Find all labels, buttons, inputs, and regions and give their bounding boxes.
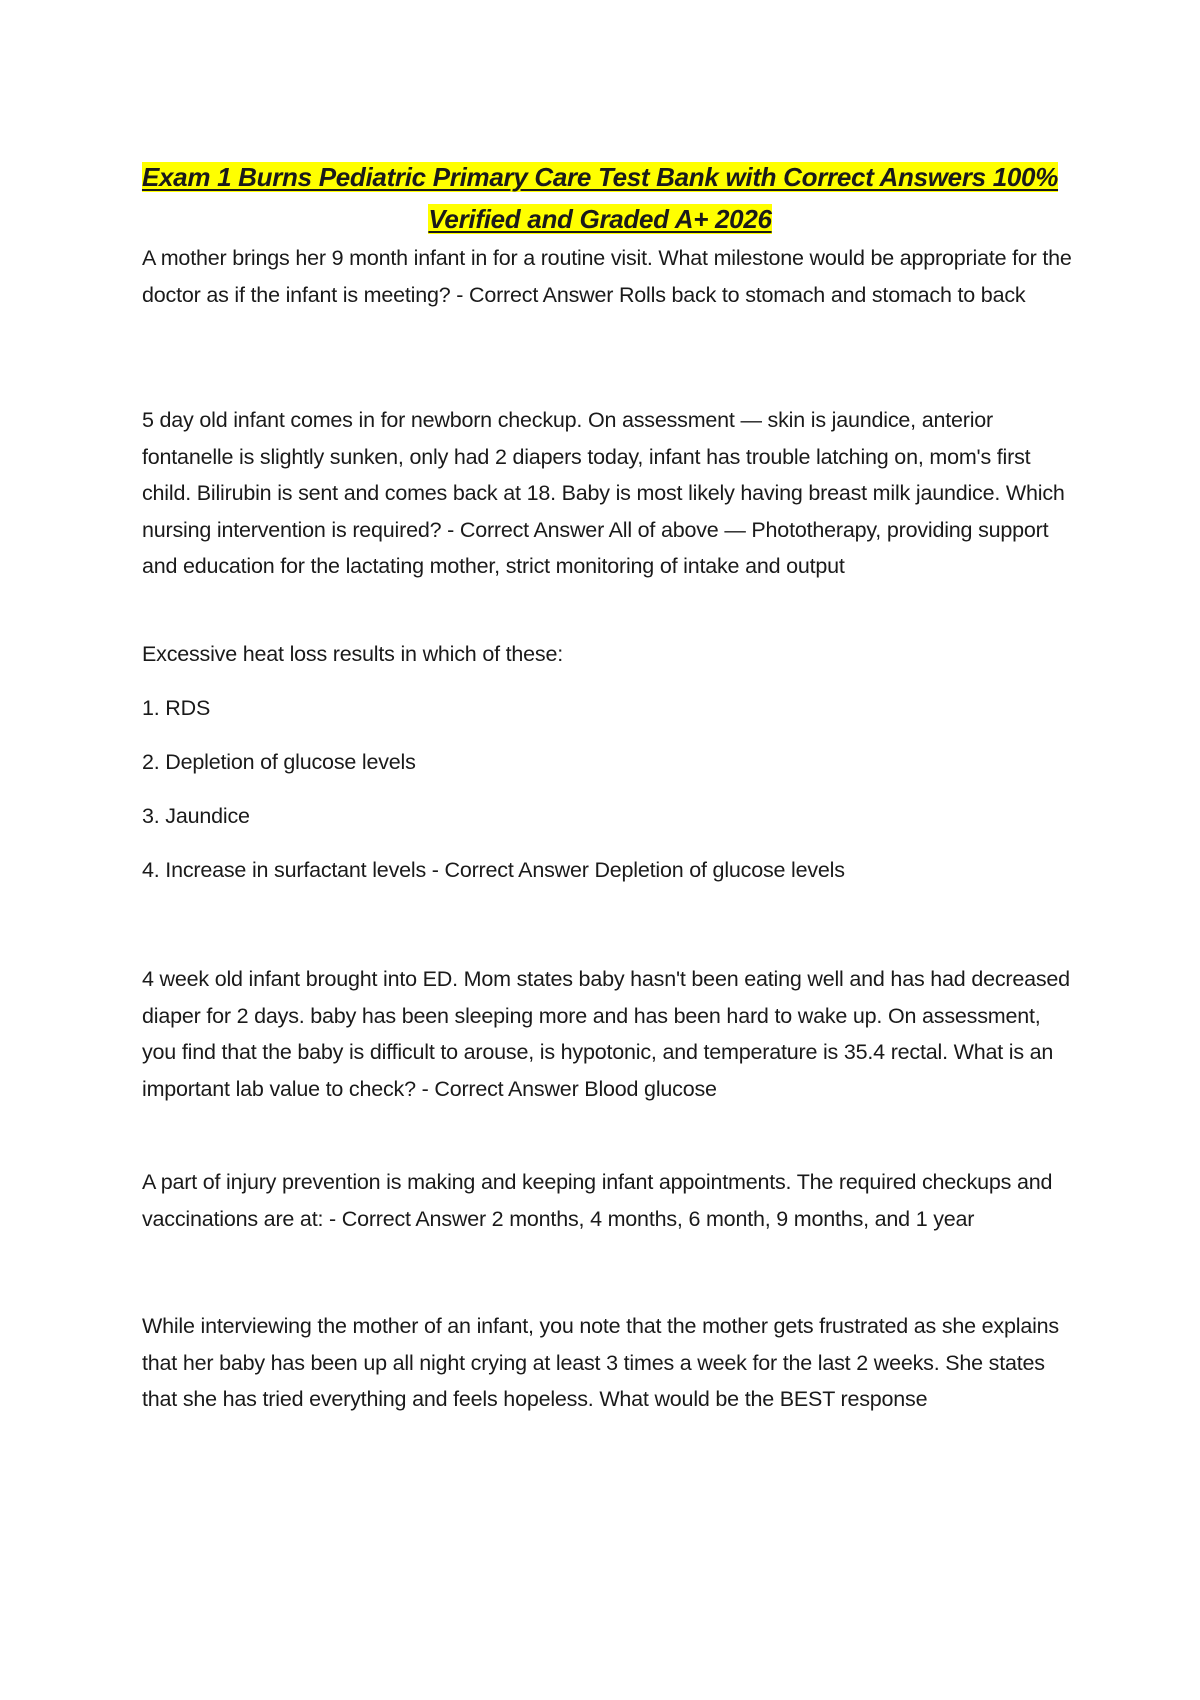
document-title-text: Exam 1 Burns Pediatric Primary Care Test Bank with Correct Answers 100% Verified and Graded A+ 2026 — [141, 162, 1059, 234]
question-3-option: 4. Increase in surfactant levels - Correct Answer Depletion of glucose levels — [142, 858, 845, 882]
question-4: 4 week old infant brought into ED. Mom states baby hasn't been eating well and has had decreased diaper for 2 days. baby has been sleeping more and has been hard to wake up. On assessment, you find that the baby is difficult to arouse, is hypotonic, and temperature is 35.4 rectal. What is an important lab value to check? - Correct Answer Blood glucose — [142, 967, 1070, 1101]
question-3-option: 2. Depletion of glucose levels — [142, 750, 416, 774]
question-5: A part of injury prevention is making and keeping infant appointments. The required checkups and vaccinations are at: - Correct Answer 2 months, 4 months, 6 month, 9 months, and 1 year — [142, 1170, 1053, 1231]
document-title — [140, 156, 1060, 240]
question-3-option: 3. Jaundice — [142, 804, 250, 828]
question-3-stem: Excessive heat loss results in which of these: — [142, 642, 563, 666]
question-3-option: 1. RDS — [142, 696, 211, 720]
question-1: A mother brings her 9 month infant in for a routine visit. What milestone would be appropriate for the doctor as if the infant is meeting? - Correct Answer Rolls back to stomach and stomach to back — [142, 246, 1072, 307]
question-2: 5 day old infant comes in for newborn checkup. On assessment — skin is jaundice, anterior fontanelle is slightly sunken, only had 2 diapers today, infant has trouble latching on, mom's first child. Bilirubin is sent and comes back at 18. Baby is most likely having breast milk jaundice. Which nursing intervention is required? - Correct Answer All of above — Phototherapy, providing support and education for the lactating mother, strict monitoring of intake and output — [142, 408, 1065, 578]
question-6: While interviewing the mother of an infant, you note that the mother gets frustrated as she explains that her baby has been up all night crying at least 3 times a week for the last 2 weeks. She states that she has tried everything and feels hopeless. What would be the BEST response — [142, 1314, 1059, 1411]
